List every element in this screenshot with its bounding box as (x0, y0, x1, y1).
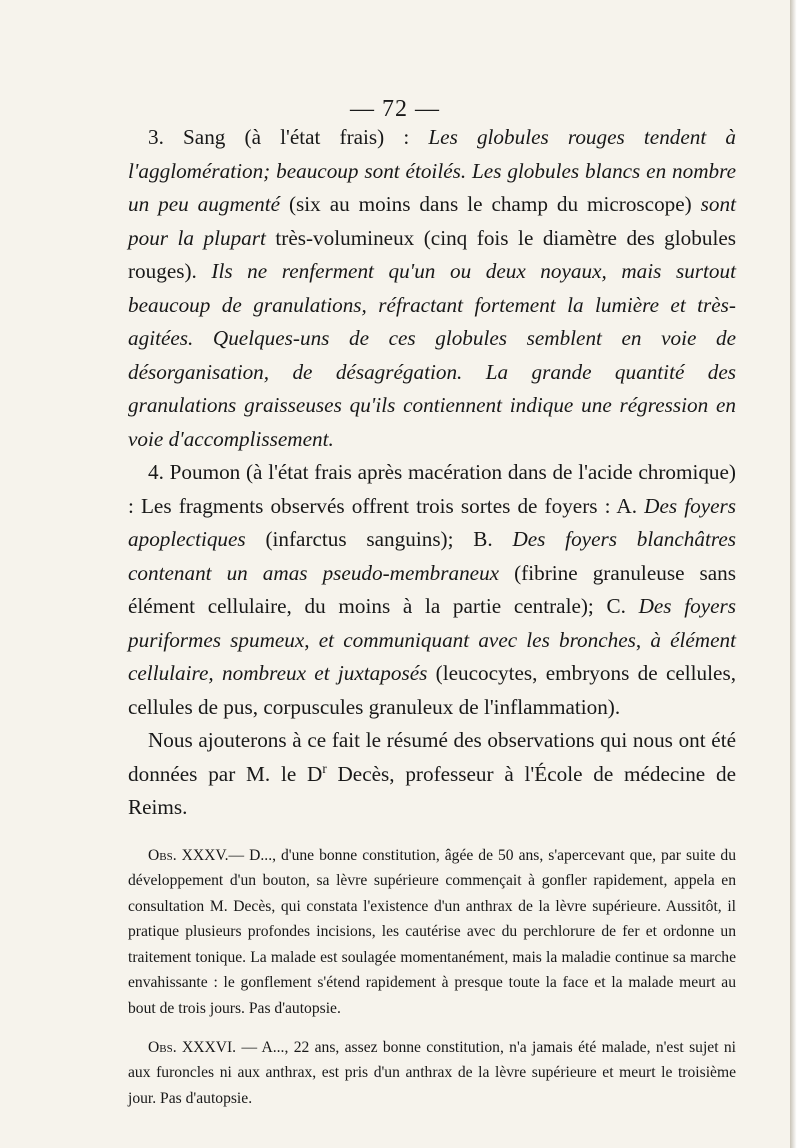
observation-label: Obs. XXXVI. (148, 1038, 237, 1056)
observation-xxxvi (128, 1035, 736, 1112)
text-segment: (leucocytes, embryons de cellules, cellules de pus, corpuscules granuleux de l'inflammation). (128, 661, 736, 719)
page-number: — 72 — (350, 96, 440, 122)
text-segment: Decès, professeur à l'École de médecine de Reims. (128, 761, 736, 819)
page-content (128, 121, 736, 1111)
italic-segment: et communiquant avec les bronches (318, 627, 636, 652)
page-edge (790, 0, 801, 1148)
text-segment: (fibrine granuleuse sans élément cellulaire, du moins à la partie centrale); C. (128, 560, 736, 618)
superscript: r (322, 760, 327, 776)
italic-segment: Des foyers blanchâtres contenant un amas pseudo-membraneux (128, 527, 736, 585)
italic-segment: Les globules rouges tendent à l'agglomération; beaucoup sont étoilés. Les globules blancs en nombre un peu augmenté (128, 125, 736, 216)
text-segment: (six au moins dans le champ du microscope) (280, 192, 701, 216)
italic-segment: Des foyers puriformes spumeux (128, 594, 736, 652)
text-segment: (infarctus sanguins); B. (245, 527, 513, 551)
main-text (128, 121, 736, 825)
text-segment: , (635, 627, 651, 652)
text-segment: très-volumineux (cinq fois le diamètre des globules rouges). (128, 225, 736, 283)
observation-xxxv (128, 843, 736, 1022)
paragraph-lung (128, 456, 736, 724)
text-segment: 3. Sang (à l'état frais) : (148, 125, 429, 149)
italic-segment: Ils ne renferment qu'un ou deux noyaux, mais surtout beaucoup de granulations, réfractant fortement la lumière et très-agitées. Quelques-uns de ces globules semblent en voie de désorganisation, de désagrégation. La grande quantité des granulations graisseuses qu'ils contiennent indique une régression en voie d'accomplissement. (128, 259, 736, 451)
italic-segment: sont pour la plupart (128, 192, 736, 250)
text-segment: , (304, 627, 319, 652)
text-segment: 4. Poumon (à l'état frais après macération dans de l'acide chromique) : Les fragments observés offrent trois sortes de foyers : A. (128, 460, 736, 518)
observations-block (128, 843, 736, 1112)
italic-segment: à élément cellulaire, nombreux et juxtaposés (128, 627, 736, 685)
paragraph-summary (128, 724, 736, 825)
observation-text: — A..., 22 ans, assez bonne constitution, n'a jamais été malade, n'est sujet ni aux furoncles ni aux anthrax, est pris d'un anthrax de la lèvre supérieure et meurt le troisième jour. Pas d'autopsie. (128, 1038, 736, 1107)
observation-text: — D..., d'une bonne constitution, âgée de 50 ans, s'apercevant que, par suite du développement d'un bouton, sa lèvre supérieure commençait à gonfler rapidement, appela en consultation M. Decès, qui constata l'existence d'un anthrax de la lèvre supérieure. Aussitôt, il pratique plusieurs profondes incisions, les cautérise avec du perchlorure de fer et ordonne un traitement tonique. La malade est soulagée momentanément, mais la maladie continue sa marche envahissante : le gonflement s'étend rapidement à presque toute la face et la malade meurt au bout de trois jours. Pas d'autopsie. (128, 846, 736, 1018)
observation-label: Obs. XXXV. (148, 846, 229, 864)
text-segment: Nous ajouterons à ce fait le résumé des observations qui nous ont été données par M. le D (128, 728, 736, 786)
paragraph-blood (128, 121, 736, 456)
italic-segment: Des foyers apoplectiques (128, 493, 736, 551)
